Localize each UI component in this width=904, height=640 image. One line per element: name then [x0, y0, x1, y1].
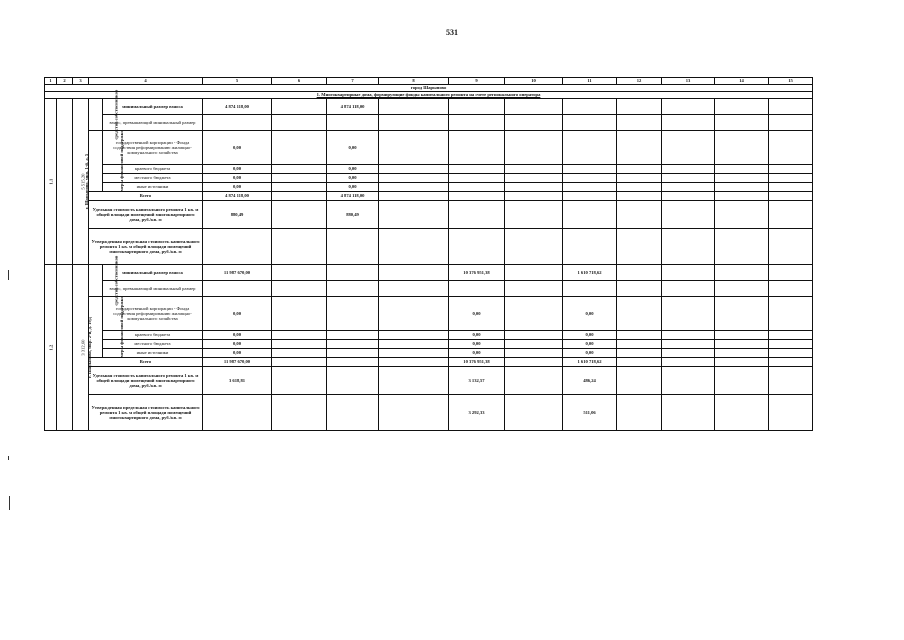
- value-col12: [617, 331, 662, 340]
- scan-mark: [9, 496, 10, 510]
- value-col8: [379, 201, 449, 229]
- value-col5: 11 987 670,00: [203, 265, 272, 281]
- value-col11: [563, 183, 617, 192]
- value-col13: [662, 281, 715, 297]
- value-col8: [379, 131, 449, 165]
- row-label: взнос, превышающий минимальный размер: [103, 281, 203, 297]
- table-row: [45, 183, 813, 192]
- value-col14: [715, 174, 769, 183]
- row-label: взнос, превышающий минимальный размер: [103, 115, 203, 131]
- value-col8: [379, 297, 449, 331]
- value-col12: [617, 297, 662, 331]
- group-state-support: меры финансовой поддержки: [89, 131, 103, 192]
- value-col13: [662, 192, 715, 201]
- value-col6: [272, 281, 327, 297]
- value-col9: [449, 174, 505, 183]
- value-col13: [662, 367, 715, 395]
- house-index: 1.1: [45, 99, 57, 265]
- column-number: 7: [327, 78, 379, 85]
- value-col8: [379, 340, 449, 349]
- value-col15: [769, 99, 813, 115]
- row-label: иные источники: [103, 349, 203, 358]
- value-col14: [715, 367, 769, 395]
- value-col7: [327, 297, 379, 331]
- value-col15: [769, 281, 813, 297]
- value-col5: 0,00: [203, 165, 272, 174]
- value-col6: [272, 340, 327, 349]
- value-col13: [662, 131, 715, 165]
- column-number: 3: [73, 78, 89, 85]
- value-col7: 0,00: [327, 165, 379, 174]
- value-col9: 3 292,33: [449, 395, 505, 431]
- value-col11: 0,00: [563, 349, 617, 358]
- value-col12: [617, 131, 662, 165]
- value-col12: [617, 201, 662, 229]
- value-col9: [449, 201, 505, 229]
- value-col8: [379, 99, 449, 115]
- table-row: [45, 229, 813, 265]
- value-col14: [715, 165, 769, 174]
- value-col6: [272, 265, 327, 281]
- value-col11: [563, 201, 617, 229]
- column-number: 13: [662, 78, 715, 85]
- value-col13: [662, 340, 715, 349]
- value-col5: 0,00: [203, 340, 272, 349]
- table-row: [45, 201, 813, 229]
- value-col15: [769, 174, 813, 183]
- value-col10: [505, 183, 563, 192]
- scan-mark: [8, 270, 9, 280]
- value-col13: [662, 165, 715, 174]
- value-col6: [272, 367, 327, 395]
- value-col10: [505, 192, 563, 201]
- value-col7: [327, 229, 379, 265]
- column-number: 4: [89, 78, 203, 85]
- group-own-funds: средства собственников: [89, 99, 103, 131]
- value-col11: [563, 99, 617, 115]
- row-label: государственной корпорации - Фонда содействия реформированию жилищно-коммунального хозяйства: [103, 297, 203, 331]
- section-title: 1. Многоквартирные дома, формирующие фонды капитального ремонта на счете регионального оператора: [45, 92, 813, 99]
- value-col13: [662, 331, 715, 340]
- value-col5: 0,00: [203, 174, 272, 183]
- house-area: 3 312,60: [73, 265, 89, 431]
- group-own-funds: средства собственников: [89, 265, 103, 297]
- value-col9: [449, 229, 505, 265]
- page-number: 531: [446, 28, 458, 37]
- column-number: 6: [272, 78, 327, 85]
- value-col9: 3 132,57: [449, 367, 505, 395]
- scan-mark: [8, 456, 9, 460]
- row-label: Утвержденная предельная стоимость капитального ремонта 1 кв. м общей площади помещений многоквартирного дома, руб./кв. м: [89, 395, 203, 431]
- value-col13: [662, 99, 715, 115]
- value-col10: [505, 281, 563, 297]
- row-label: Удельная стоимость капитального ремонта 1 кв. м общей площади помещений многоквартирного дома, руб./кв. м: [89, 201, 203, 229]
- value-col7: 0,00: [327, 183, 379, 192]
- table-row: [45, 349, 813, 358]
- value-col11: 486,24: [563, 367, 617, 395]
- value-col6: [272, 395, 327, 431]
- value-col12: [617, 115, 662, 131]
- value-col6: [272, 229, 327, 265]
- value-col15: [769, 115, 813, 131]
- value-col13: [662, 174, 715, 183]
- value-col12: [617, 265, 662, 281]
- value-col11: [563, 229, 617, 265]
- table-row: [45, 115, 813, 131]
- value-col5: [203, 115, 272, 131]
- column-number: 9: [449, 78, 505, 85]
- value-col14: [715, 331, 769, 340]
- value-col11: 1 610 718,62: [563, 358, 617, 367]
- table-row: [45, 340, 813, 349]
- value-col8: [379, 183, 449, 192]
- value-col15: [769, 340, 813, 349]
- value-col11: [563, 281, 617, 297]
- value-col10: [505, 297, 563, 331]
- value-col15: [769, 131, 813, 165]
- value-col12: [617, 229, 662, 265]
- value-col11: [563, 192, 617, 201]
- value-col9: 0,00: [449, 340, 505, 349]
- value-col15: [769, 265, 813, 281]
- value-col5: [203, 229, 272, 265]
- row-label: Всего: [89, 358, 203, 367]
- value-col9: 0,00: [449, 331, 505, 340]
- value-col14: [715, 358, 769, 367]
- row-label: местного бюджета: [103, 340, 203, 349]
- value-col12: [617, 99, 662, 115]
- value-col15: [769, 349, 813, 358]
- value-col5: 3 618,81: [203, 367, 272, 395]
- value-col8: [379, 229, 449, 265]
- value-col7: [327, 331, 379, 340]
- value-col13: [662, 115, 715, 131]
- value-col13: [662, 183, 715, 192]
- value-col10: [505, 229, 563, 265]
- value-col7: [327, 281, 379, 297]
- value-col5: 0,00: [203, 331, 272, 340]
- row-label: иные источники: [103, 183, 203, 192]
- value-col6: [272, 174, 327, 183]
- value-col8: [379, 174, 449, 183]
- table-row: [45, 358, 813, 367]
- value-col11: [563, 165, 617, 174]
- column-number: 11: [563, 78, 617, 85]
- row-label: Удельная стоимость капитального ремонта 1 кв. м общей площади помещений многоквартирного дома, руб./кв. м: [89, 367, 203, 395]
- value-col5: 11 987 670,00: [203, 358, 272, 367]
- value-col5: 0,00: [203, 349, 272, 358]
- value-col14: [715, 229, 769, 265]
- value-col10: [505, 349, 563, 358]
- row-label: Всего: [89, 192, 203, 201]
- value-col10: [505, 331, 563, 340]
- column-number: 12: [617, 78, 662, 85]
- value-col6: [272, 349, 327, 358]
- value-col10: [505, 265, 563, 281]
- value-col12: [617, 192, 662, 201]
- value-col12: [617, 395, 662, 431]
- value-col5: 0,00: [203, 297, 272, 331]
- value-col15: [769, 297, 813, 331]
- value-col14: [715, 349, 769, 358]
- value-col13: [662, 395, 715, 431]
- value-col7: [327, 349, 379, 358]
- table-row: [45, 367, 813, 395]
- value-col10: [505, 358, 563, 367]
- value-col10: [505, 201, 563, 229]
- value-col14: [715, 395, 769, 431]
- value-col7: [327, 340, 379, 349]
- value-col10: [505, 165, 563, 174]
- value-col10: [505, 367, 563, 395]
- value-col9: [449, 183, 505, 192]
- value-col8: [379, 265, 449, 281]
- value-col13: [662, 229, 715, 265]
- value-col12: [617, 281, 662, 297]
- value-col7: [327, 358, 379, 367]
- value-col9: [449, 165, 505, 174]
- row-label: местного бюджета: [103, 174, 203, 183]
- value-col15: [769, 229, 813, 265]
- value-col10: [505, 115, 563, 131]
- value-col9: [449, 99, 505, 115]
- value-col12: [617, 174, 662, 183]
- value-col10: [505, 174, 563, 183]
- row-label: минимальный размер взноса: [103, 265, 203, 281]
- value-col14: [715, 115, 769, 131]
- value-col14: [715, 340, 769, 349]
- table-row: [45, 131, 813, 165]
- value-col8: [379, 281, 449, 297]
- value-col13: [662, 349, 715, 358]
- house-address: г. Шарыпово, мкр. 1-й, д. 5: [57, 99, 73, 265]
- column-number: 14: [715, 78, 769, 85]
- value-col5: 4 874 118,00: [203, 192, 272, 201]
- value-col13: [662, 201, 715, 229]
- table-row: [45, 165, 813, 174]
- column-number: 15: [769, 78, 813, 85]
- value-col9: 0,00: [449, 349, 505, 358]
- value-col6: [272, 131, 327, 165]
- value-col5: 0,00: [203, 183, 272, 192]
- value-col11: [563, 174, 617, 183]
- value-col13: [662, 358, 715, 367]
- value-col14: [715, 131, 769, 165]
- value-col14: [715, 201, 769, 229]
- value-col8: [379, 165, 449, 174]
- value-col15: [769, 192, 813, 201]
- value-col9: [449, 131, 505, 165]
- value-col11: 1 610 718,62: [563, 265, 617, 281]
- value-col15: [769, 358, 813, 367]
- value-col14: [715, 183, 769, 192]
- value-col10: [505, 131, 563, 165]
- value-col10: [505, 340, 563, 349]
- value-col14: [715, 99, 769, 115]
- value-col5: [203, 281, 272, 297]
- value-col14: [715, 281, 769, 297]
- value-col8: [379, 395, 449, 431]
- value-col5: 880,49: [203, 201, 272, 229]
- value-col9: [449, 281, 505, 297]
- row-label: краевого бюджета: [103, 331, 203, 340]
- value-col7: [327, 265, 379, 281]
- column-number: 5: [203, 78, 272, 85]
- value-col8: [379, 358, 449, 367]
- value-col6: [272, 115, 327, 131]
- capital-repair-table: [44, 77, 813, 431]
- value-col15: [769, 201, 813, 229]
- column-number: 1: [45, 78, 57, 85]
- value-col7: 4 874 118,00: [327, 99, 379, 115]
- value-col6: [272, 201, 327, 229]
- value-col11: [563, 115, 617, 131]
- value-col15: [769, 165, 813, 174]
- value-col8: [379, 367, 449, 395]
- value-col10: [505, 395, 563, 431]
- value-col9: 10 376 951,38: [449, 358, 505, 367]
- group-state-support: меры финансовой поддержки: [89, 297, 103, 358]
- value-col11: 0,00: [563, 340, 617, 349]
- value-col6: [272, 183, 327, 192]
- value-col12: [617, 165, 662, 174]
- row-label: краевого бюджета: [103, 165, 203, 174]
- value-col5: [203, 395, 272, 431]
- value-col8: [379, 331, 449, 340]
- value-col11: 511,06: [563, 395, 617, 431]
- value-col6: [272, 331, 327, 340]
- value-col7: [327, 367, 379, 395]
- value-col6: [272, 192, 327, 201]
- value-col6: [272, 358, 327, 367]
- value-col8: [379, 115, 449, 131]
- value-col12: [617, 367, 662, 395]
- value-col15: [769, 367, 813, 395]
- value-col12: [617, 349, 662, 358]
- value-col8: [379, 192, 449, 201]
- value-col6: [272, 99, 327, 115]
- value-col14: [715, 192, 769, 201]
- house-area: 5 515,20: [73, 99, 89, 265]
- column-number: 10: [505, 78, 563, 85]
- row-label: государственной корпорации - Фонда содействия реформированию жилищно-коммунального хозяйства: [103, 131, 203, 165]
- value-col10: [505, 99, 563, 115]
- value-col11: [563, 131, 617, 165]
- city-header: город Шарыпово: [45, 85, 813, 92]
- value-col12: [617, 358, 662, 367]
- column-number-row: [45, 78, 813, 85]
- value-col7: 880,49: [327, 201, 379, 229]
- value-col11: 0,00: [563, 331, 617, 340]
- table-row: [45, 297, 813, 331]
- value-col15: [769, 395, 813, 431]
- value-col7: 0,00: [327, 131, 379, 165]
- value-col9: [449, 115, 505, 131]
- table-row: [45, 281, 813, 297]
- column-number: 8: [379, 78, 449, 85]
- value-col14: [715, 297, 769, 331]
- table-row: [45, 265, 813, 281]
- value-col7: [327, 395, 379, 431]
- value-col13: [662, 265, 715, 281]
- value-col9: 10 376 951,38: [449, 265, 505, 281]
- row-label: Утвержденная предельная стоимость капитального ремонта 1 кв. м общей площади помещений многоквартирного дома, руб./кв. м: [89, 229, 203, 265]
- value-col11: 0,00: [563, 297, 617, 331]
- value-col15: [769, 183, 813, 192]
- house-address: г. Шарыпово, мкр. 2-й, д. 19Д: [57, 265, 73, 431]
- table-row: [45, 174, 813, 183]
- table-row: [45, 99, 813, 115]
- value-col9: [449, 192, 505, 201]
- table-row: [45, 192, 813, 201]
- value-col7: 0,00: [327, 174, 379, 183]
- table-row: [45, 331, 813, 340]
- house-index: 1.2: [45, 265, 57, 431]
- value-col12: [617, 340, 662, 349]
- value-col12: [617, 183, 662, 192]
- table-row: [45, 395, 813, 431]
- value-col5: 4 874 118,00: [203, 99, 272, 115]
- value-col8: [379, 349, 449, 358]
- value-col15: [769, 331, 813, 340]
- value-col6: [272, 165, 327, 174]
- value-col7: [327, 115, 379, 131]
- value-col6: [272, 297, 327, 331]
- value-col5: 0,00: [203, 131, 272, 165]
- value-col14: [715, 265, 769, 281]
- value-col7: 4 874 118,00: [327, 192, 379, 201]
- value-col13: [662, 297, 715, 331]
- row-label: минимальный размер взноса: [103, 99, 203, 115]
- value-col9: 0,00: [449, 297, 505, 331]
- column-number: 2: [57, 78, 73, 85]
